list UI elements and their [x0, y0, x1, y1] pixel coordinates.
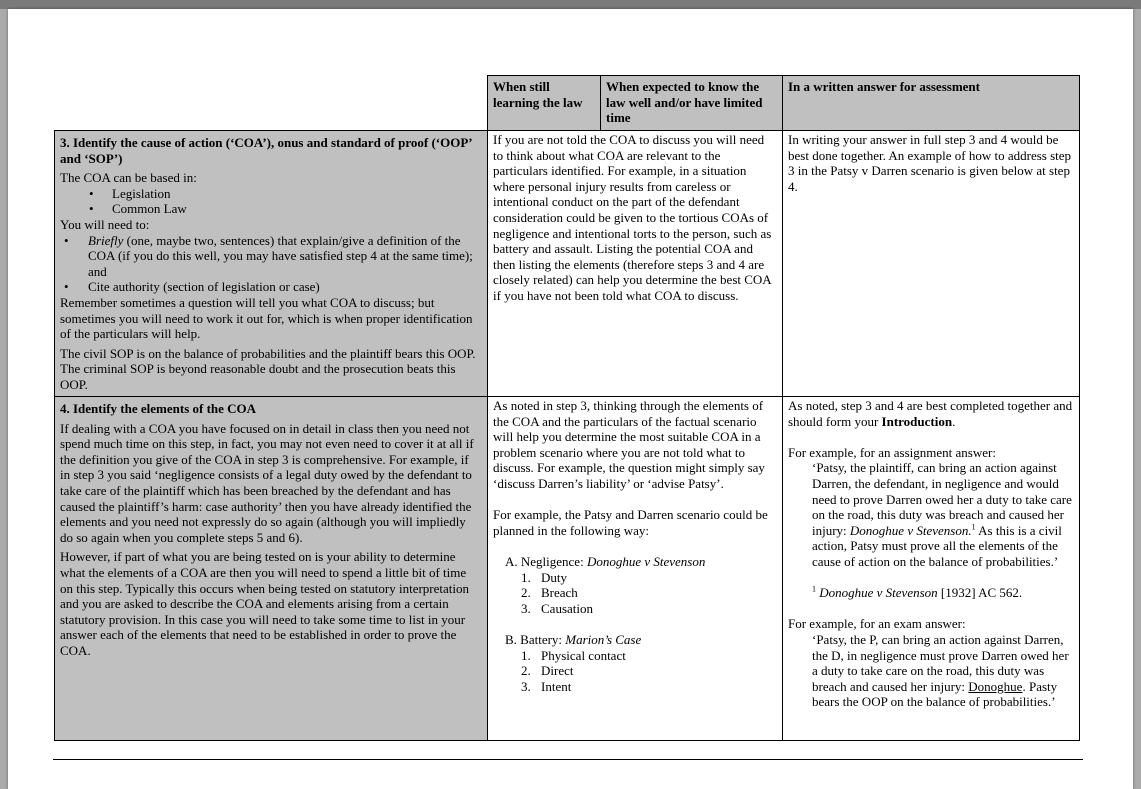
emphasis-text: Briefly — [88, 232, 124, 248]
plan-item: 3. Intent — [521, 678, 572, 694]
header-written-answer: In a written answer for assessment — [783, 76, 1080, 131]
step4-learning-cell — [488, 397, 783, 741]
step4-row — [55, 397, 1080, 741]
study-steps-table — [54, 75, 1080, 741]
step3-description-cell — [55, 131, 488, 397]
step3-row — [55, 131, 1080, 397]
plan-item: 2. Direct — [521, 663, 574, 679]
case-name: Donoghue — [968, 678, 1023, 694]
header-expected-to-know: When expected to know the law well and/or have limited time — [601, 76, 783, 131]
step3-title: 3. Identify the cause of action (‘COA’), onus and standard of proof (‘OOP’ and ‘SOP’) — [60, 135, 472, 166]
step3-learning-cell: If you are not told the COA to discuss you will need to think about what COA are relevant to the particulars identified. For example, in a situation where personal injury results from careless or intentional conduct on the part of the defendant consideration could be given to the tortious COAs of negligence and intentional torts to the person, such as battery and assault. Listing the potential COA and then listing the elements (therefore steps 3 and 4 are closely related) can help you determine the best COA if you have not been told what COA to discuss. — [488, 131, 783, 397]
case-name: Donoghue v Stevenson — [819, 585, 938, 601]
list-item-text: (one, maybe two, sentences) that explain/give a definition of the COA (if you do this well, you may have satisfied step 4 at the same time); and — [88, 232, 473, 279]
list-item: • Cite authority (section of legislation or case) — [60, 279, 482, 295]
case-name: Donoghue v Stevenson — [849, 522, 969, 538]
footnote: $^1$ Donoghue v Stevenson [1932] AC 562. — [812, 584, 1023, 601]
step3-bases-list — [60, 186, 482, 217]
assignment-example-lead: For example, for an assignment answer: — [788, 444, 996, 460]
plan-item: 1. Physical contact — [521, 647, 626, 663]
step3-written-cell: In writing your answer in full step 3 and 4 would be best done together. An example of how to address step 3 in the Patsy v Darren scenario is given below at step 4. — [783, 131, 1080, 397]
step4-learning-paragraph-1: As noted in step 3, thinking through the elements of the COA and the particulars of the factual scenario will help you determine the most suitable COA in a problem scenario where you are not told what to discuss. For example, the question might simply say ‘discuss Darren’s liability’ or ‘advise Patsy’. — [493, 398, 765, 491]
list-item: • Legislation — [60, 186, 482, 202]
plan-label: A. Negligence: — [505, 553, 587, 569]
plan-item: 3. Causation — [521, 600, 593, 616]
viewer-top-bar — [0, 0, 1141, 9]
written-introduction-note: As noted, step 3 and 4 are best completed together and should form your Introduction. — [788, 398, 1073, 429]
footnote-marker: 1 — [971, 522, 976, 532]
exam-example-quote: ‘Patsy, the P, can bring an action against Darren, the D, in negligence must prove Darren owed her a duty to take care on the road, this duty was breach and caused her injury: Donoghue. Pasty bears the OOP on the balance of probabilities.’ — [812, 631, 1069, 710]
step4-paragraph-2: However, if part of what you are being tested on is your ability to determine what the elements of a COA are then you will need to spend a little bit of time on this step. Typically this occurs when being tested on statutory interpretation and you are asked to describe the COA and elements arising from a certain statutory provision. In this case you will need to take some time to list in your answer each of the elements that need to be established in order to prove the COA. — [60, 549, 469, 658]
step3-need-list — [60, 233, 482, 295]
case-name: Marion’s Case — [565, 631, 642, 647]
case-name: Donoghue v Stevenson — [586, 553, 706, 569]
header-still-learning: When still learning the law — [488, 76, 601, 131]
step3-based-in: The COA can be based in: — [60, 170, 197, 186]
list-item — [60, 233, 482, 280]
plan-battery-heading — [493, 632, 777, 648]
step4-learning-paragraph-2: For example, the Patsy and Darren scenario could be planned in the following way: — [493, 507, 768, 538]
header-blank-cell — [55, 76, 488, 131]
assignment-example-quote: ‘Patsy, the plaintiff, can bring an action against Darren, the defendant, in negligence and would need to prove Darren owed her a duty to take care on the road, this duty was breach and caused her injury: Donoghue v Stevenson.$^1$ As this is a civil action, Patsy must prove all the elements of the cause of action on the balance of probabilities.’ — [812, 460, 1072, 569]
header-row — [55, 76, 1080, 131]
plan-item: 2. Breach — [521, 585, 578, 601]
plan-item: 1. Duty — [521, 569, 567, 585]
step3-sop: The civil SOP is on the balance of probabilities and the plaintiff bears this OOP. The criminal SOP is beyond reasonable doubt and the prosecution beats this OOP. — [60, 345, 476, 392]
step3-remember: Remember sometimes a question will tell you what COA to discuss; but sometimes you will need to work it out for, which is when proper identification of the particulars will help. — [60, 294, 473, 342]
step4-written-cell — [783, 397, 1080, 741]
step3-need-to: You will need to: — [60, 216, 150, 232]
plan-negligence-heading — [493, 554, 777, 570]
footer-rule — [53, 759, 1083, 760]
plan-label: B. Battery: — [505, 631, 566, 647]
list-item: • Common Law — [60, 201, 482, 217]
footnote-marker: 1 — [812, 584, 816, 594]
exam-example-lead: For example, for an exam answer: — [788, 616, 966, 632]
step4-description-cell — [55, 397, 488, 741]
step4-paragraph-1: If dealing with a COA you have focused on in detail in class then you need not spend much time on this step, in fact, you may not even need to cover it at all if the definition you give of the COA in step 3 is comprehensive. For example, if in step 3 you said ‘negligence consists of a legal duty owed by the defendant to take care of the plaintiff which has been breached by the defendant and has caused the plaintiff’s harm: case authority’ then you have already identified the elements and you need not expressly do so again (although you will impliedly do so again when you complete steps 5 and 6). — [60, 420, 474, 545]
step4-title: 4. Identify the elements of the COA — [60, 401, 257, 416]
